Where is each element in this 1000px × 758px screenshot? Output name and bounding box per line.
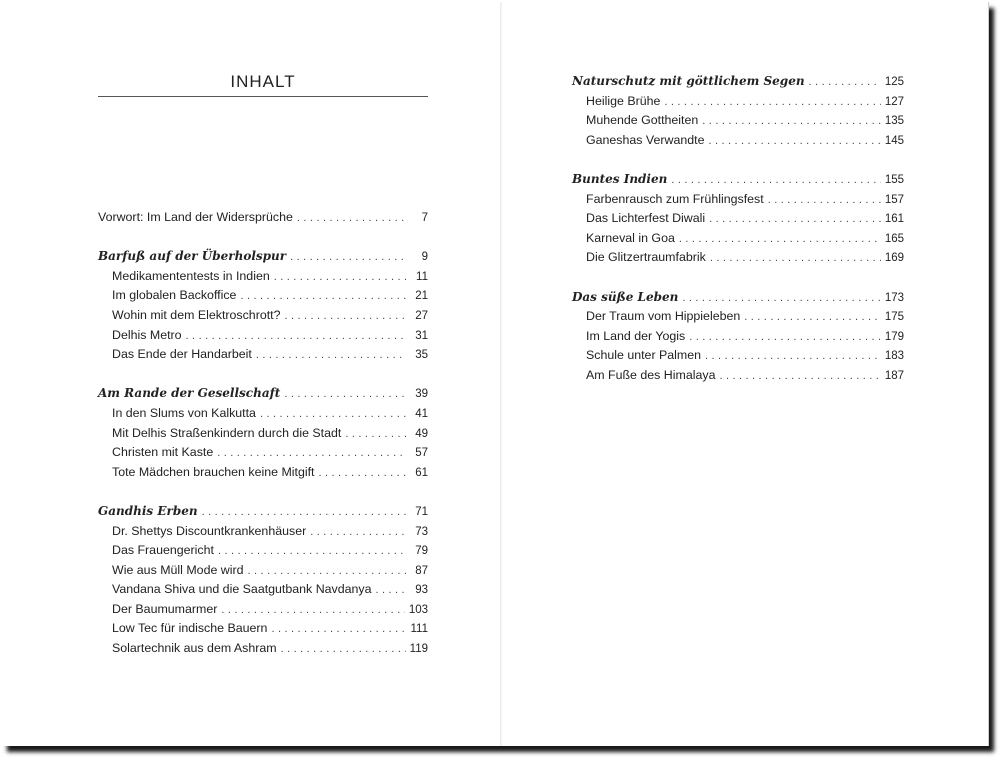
toc-list-right xyxy=(572,72,904,386)
toc-section xyxy=(572,131,904,151)
toc-section-title: Low Tec für indische Bauern xyxy=(112,621,268,636)
toc-section-page: 135 xyxy=(884,115,904,128)
toc-section xyxy=(572,248,904,268)
leader-dots xyxy=(709,210,881,230)
toc-section xyxy=(98,267,428,287)
toc-section-title: Am Fuße des Himalaya xyxy=(586,367,716,382)
toc-entry-page: 7 xyxy=(421,212,428,224)
toc-section-page: 11 xyxy=(416,270,428,283)
toc-section-title: Christen mit Kaste xyxy=(112,445,214,460)
leader-dots xyxy=(218,542,406,562)
leader-dots xyxy=(319,464,407,484)
leader-dots xyxy=(719,367,880,387)
toc-section-page: 127 xyxy=(884,95,904,108)
leader-dots xyxy=(705,347,881,367)
toc-chapter-page: 155 xyxy=(884,173,904,186)
toc-section xyxy=(98,345,428,365)
toc-section-page: 41 xyxy=(415,407,428,420)
toc-section-page: 157 xyxy=(884,193,904,206)
toc-section-page: 35 xyxy=(415,349,428,362)
toc-section-page: 79 xyxy=(415,545,428,558)
toc-section-title: Delhis Metro xyxy=(112,327,182,342)
leader-dots xyxy=(186,327,406,347)
leader-dots xyxy=(682,289,880,309)
toc-section xyxy=(572,366,904,386)
leader-dots xyxy=(375,581,406,601)
toc-section-page: 111 xyxy=(410,623,428,636)
toc-section-title: Im Land der Yogis xyxy=(586,328,686,343)
toc-chapter xyxy=(572,288,904,308)
leader-dots xyxy=(310,523,406,543)
toc-section-page: 169 xyxy=(884,252,904,265)
toc-section xyxy=(572,307,904,327)
leader-dots xyxy=(297,209,406,229)
leader-dots xyxy=(217,444,406,464)
toc-heading-rule xyxy=(98,96,428,97)
leader-dots xyxy=(202,503,406,523)
toc-section-title: Muhende Gottheiten xyxy=(586,113,699,128)
toc-section xyxy=(572,190,904,210)
toc-section xyxy=(98,580,428,600)
toc-section-title: Wohin mit dem Elektroschrott? xyxy=(112,307,281,322)
toc-section-page: 175 xyxy=(884,311,904,324)
toc-entry-preface xyxy=(98,208,428,228)
leader-dots xyxy=(809,73,881,93)
leader-dots xyxy=(248,562,406,582)
toc-section-page: 31 xyxy=(415,329,428,342)
toc-chapter xyxy=(98,384,428,404)
toc-section-page: 187 xyxy=(884,369,904,382)
toc-chapter-title: Naturschutz mit göttlichem Segen xyxy=(572,74,805,88)
toc-section-title: Heilige Brühe xyxy=(586,93,661,108)
toc-section-page: 27 xyxy=(415,309,428,322)
toc-section-page: 87 xyxy=(415,564,428,577)
toc-chapter-title: Barfuß auf der Überholspur xyxy=(98,249,287,264)
toc-chapter-page: 9 xyxy=(421,251,428,264)
toc-section xyxy=(98,424,428,444)
leader-dots xyxy=(345,425,406,445)
leader-dots xyxy=(221,601,404,621)
toc-section xyxy=(572,327,904,347)
leader-dots xyxy=(689,328,881,348)
leader-dots xyxy=(671,171,880,191)
toc-section xyxy=(572,92,904,112)
toc-section-title: Der Traum vom Hippieleben xyxy=(586,309,741,324)
book-gutter xyxy=(500,2,503,746)
toc-chapter-page: 71 xyxy=(415,505,428,518)
toc-section-title: Im globalen Backoffice xyxy=(112,288,237,303)
toc-chapter-page: 125 xyxy=(884,76,904,88)
toc-section xyxy=(572,209,904,229)
toc-section-title: Medikamententests in Indien xyxy=(112,268,270,283)
toc-entry-title: Vorwort: Im Land der Widersprüche xyxy=(98,210,293,224)
toc-heading: INHALT xyxy=(230,72,296,91)
toc-section-title: Das Lichterfest Diwali xyxy=(586,211,706,226)
leader-dots xyxy=(281,640,406,660)
leader-dots xyxy=(240,287,406,307)
toc-section xyxy=(98,619,428,639)
toc-section-title: Der Baumumarmer xyxy=(112,601,218,616)
toc-section xyxy=(98,639,428,659)
leader-dots xyxy=(284,307,406,327)
leader-dots xyxy=(290,248,406,268)
book-spread xyxy=(2,2,989,746)
toc-section-title: Wie aus Müll Mode wird xyxy=(112,562,244,577)
leader-dots xyxy=(260,405,406,425)
leader-dots xyxy=(768,191,881,211)
toc-chapter-title: Am Rande der Gesellschaft xyxy=(98,386,281,401)
leader-dots xyxy=(271,620,406,640)
toc-chapter-page: 173 xyxy=(884,291,904,304)
toc-section-page: 165 xyxy=(884,232,904,245)
toc-chapter-title: Buntes Indien xyxy=(572,171,668,186)
toc-section xyxy=(572,111,904,131)
leader-dots xyxy=(744,308,881,328)
leader-dots xyxy=(274,268,406,288)
toc-section-page: 73 xyxy=(415,525,428,538)
toc-chapter-title: Das süße Leben xyxy=(572,289,679,304)
toc-section xyxy=(98,306,428,326)
toc-section xyxy=(98,326,428,346)
toc-chapter-title: Gandhis Erben xyxy=(98,503,198,518)
toc-section xyxy=(98,522,428,542)
toc-section-page: 179 xyxy=(884,330,904,343)
toc-section-page: 57 xyxy=(415,447,428,460)
toc-section xyxy=(572,229,904,249)
toc-section-page: 21 xyxy=(415,290,428,303)
toc-section-title: Das Frauengericht xyxy=(112,543,214,558)
toc-section xyxy=(98,443,428,463)
toc-chapter xyxy=(572,170,904,190)
toc-section xyxy=(98,463,428,483)
toc-section-title: Tote Mädchen brauchen keine Mitgift xyxy=(112,464,315,479)
toc-section-title: Vandana Shiva und die Saatgutbank Navdanya xyxy=(112,582,372,597)
toc-section xyxy=(98,541,428,561)
toc-section-page: 183 xyxy=(884,350,904,363)
toc-section-page: 161 xyxy=(884,213,904,226)
toc-list-left xyxy=(98,208,428,659)
toc-section-title: Ganeshas Verwandte xyxy=(586,132,705,147)
toc-section-page: 93 xyxy=(415,584,428,597)
toc-chapter xyxy=(572,72,904,92)
toc-section-title: Solartechnik aus dem Ashram xyxy=(112,641,277,656)
toc-section xyxy=(98,286,428,306)
toc-section-title: Das Ende der Handarbeit xyxy=(112,347,252,362)
toc-section-title: Die Glitzertraumfabrik xyxy=(586,250,706,265)
toc-section-title: Farbenrausch zum Frühlingsfest xyxy=(586,191,764,206)
leader-dots xyxy=(679,230,881,250)
toc-section-title: Karneval in Goa xyxy=(586,230,675,245)
toc-section-page: 49 xyxy=(415,427,428,440)
toc-chapter xyxy=(98,502,428,522)
leader-dots xyxy=(702,112,881,132)
leader-dots xyxy=(284,385,406,405)
toc-section xyxy=(572,346,904,366)
toc-section-page: 119 xyxy=(409,643,428,656)
toc-section-page: 61 xyxy=(415,466,428,479)
toc-section-title: In den Slums von Kalkutta xyxy=(112,405,256,420)
leader-dots xyxy=(664,93,880,113)
toc-section-page: 145 xyxy=(884,134,904,147)
leader-dots xyxy=(256,346,406,366)
toc-chapter xyxy=(98,247,428,267)
toc-section xyxy=(98,600,428,620)
toc-section-title: Dr. Shettys Discountkrankenhäuser xyxy=(112,523,307,538)
toc-section-title: Mit Delhis Straßenkindern durch die Stadt xyxy=(112,425,342,440)
toc-chapter-page: 39 xyxy=(415,388,428,401)
leader-dots xyxy=(710,249,881,269)
toc-section-title: Schule unter Palmen xyxy=(586,348,702,363)
toc-section xyxy=(98,561,428,581)
leader-dots xyxy=(708,132,880,152)
toc-section-page: 103 xyxy=(408,603,428,616)
toc-section xyxy=(98,404,428,424)
